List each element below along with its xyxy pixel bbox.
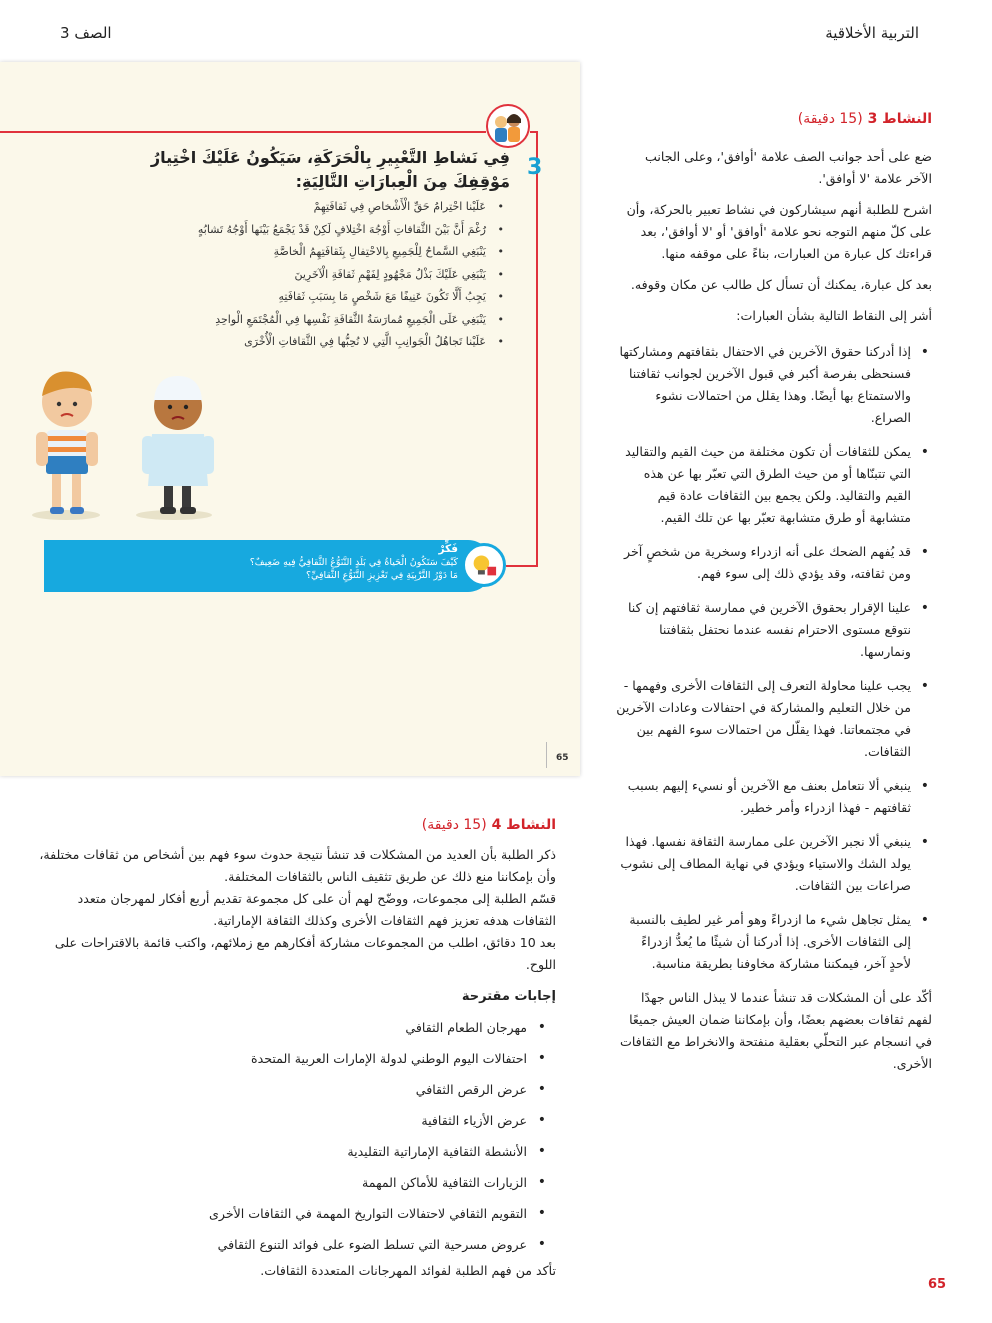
activity-4-paragraph: قسّم الطلبة إلى مجموعات، ووضّح لهم أن على كل مجموعة تقديم أربع أفكار لمهرجان متعدد الثقافات هدفه تعزيز فهم الثقافات الأخرى وكذلك الثقافة الإماراتية. (77, 891, 556, 928)
list-item: • عرض الرقص الثقافي (34, 1074, 556, 1105)
frame-line-bottom (506, 565, 538, 567)
activity-4-title (34, 814, 556, 836)
activity-3-label: النشاط 3 (867, 111, 932, 127)
activity-4-paragraph: ذكر الطلبة بأن العديد من المشكلات قد تنشأ نتيجة حدوث سوء فهم بين أشخاص من ثقافات مختلفة، وأن بإمكاننا منع ذلك عن طريق تثقيف الناس بالثقافات المختلفة. (39, 847, 556, 884)
activity-3-paragraph: ضع على أحد جوانب الصف علامة 'أوافق'، وعلى الجانب الآخر علامة 'لا أوافق'. (644, 149, 932, 186)
student-page-number: 65 (556, 753, 569, 763)
activity-4-section (34, 814, 556, 1282)
list-item: • الأنشطة الثقافية الإماراتية التقليدية (34, 1136, 556, 1167)
frame-line-top (0, 131, 486, 133)
list-item: • يَنْبَغِي السَّماحُ لِلْجَمِيعِ بِالاحْتِفالِ بِثَقافَتِهِمُ الْخاصَّةِ (180, 241, 510, 264)
students-avatar-icon (486, 104, 530, 148)
frame-line-right (536, 131, 538, 565)
activity-3-paragraph: أشر إلى النقاط التالية بشأن العبارات: (736, 308, 932, 323)
list-item: • يَنْبَغِي عَلَى الْجَمِيعِ مُمارَسَةُ الثَّقافَةِ نَفْسِها فِي الْمُجْتَمَعِ الْواحِدِ (180, 309, 510, 332)
list-item: • عَلَيْنا تَجاهُلُ الْجَوانِبِ الَّتِي لا نُحِبُّها فِي الثَّقافاتِ الْأُخْرَى (180, 331, 510, 354)
list-item: • يمكن للثقافات أن تكون مختلفة من حيث القيم والتقاليد التي تتبنّاها أو من حيث الطرق التي تعبّر بها عن هذه القيم والتقاليد. ولكن يجمع بين الثقافات عادة قيم متشابهة أو طرق متشابهة تعبّر بها عن تلك القيم. (616, 441, 932, 529)
list-item: • يَنْبَغِي عَلَيْكَ بَذْلُ مَجْهُودٍ لِفَهْمِ ثَقافَةِ الْآخَرِينَ (180, 264, 510, 287)
activity-4-paragraph: بعد 10 دقائق، اطلب من المجموعات مشاركة أفكارهم مع زملائهم، واكتب قائمة بالاقتراحات على اللوح. (54, 935, 556, 972)
list-item: • مهرجان الطعام الثقافي (34, 1012, 556, 1043)
list-item: • إذا أدركنا حقوق الآخرين في الاحتفال بثقافتهم ومشاركتها فسنحظى بفرصة أكبر في قبول الآخرين لجوانب ثقافتنا والاستمتاع بها أيضًا. وهذا يقلل من احتمالات نشوء الصراع. (616, 341, 932, 429)
activity-3-paragraph: اشرح للطلبة أنهم سيشاركون في نشاط تعبير بالحركة، وأن على كلّ منهم التوجه نحو علامة 'أوافق' أو 'لا أوافق'، بعد قراءتك كل عبارة من العبارات، بناءً على موقفه منها. (626, 202, 932, 261)
list-item: • قد يُفهم الضحك على أنه ازدراء وسخرية من شخصٍ آخر ومن ثقافته، وقد يؤدي ذلك إلى سوء فهم. (616, 541, 932, 585)
list-item: • ينبغي ألا نجبر الآخرين على ممارسة الثقافة نفسها. فهذا يولد الشك والاستياء ويؤدي في نهاية المطاف إلى نشوب صراعات بين الثقافات. (616, 831, 932, 897)
list-item: • ينبغي ألا نتعامل بعنف مع الآخرين أو نسيء إليهم بسبب ثقافتهم - فهذا ازدراء وأمر خطير. (616, 775, 932, 819)
question-title: فِي نَشاطِ التَّعْبِيرِ بِالْحَرَكَةِ، سَيَكُونُ عَلَيْكَ اخْتِيارُ مَوْقِفِكَ مِنَ الْعِبارَاتِ التَّالِيَةِ: (150, 148, 510, 191)
list-item: • التقويم الثقافي لاحتفالات التواريخ المهمة في الثقافات الأخرى (34, 1198, 556, 1229)
student-book-page (0, 62, 580, 776)
question-number: 3 (527, 155, 543, 180)
list-item: • يمثل تجاهل شيء ما ازدراءً وهو أمر غير لطيف بالنسبة إلى الثقافات الأخرى. إذا أدركنا أن شيئًا ما يُعدُّ ازدراءً لأحدٍ آخر، فيمكننا مشاركة مخاوفنا بطريقة مناسبة. (616, 909, 932, 975)
list-item: • عَلَيْنا احْتِرامُ حَقِّ الْأَشْخاصِ فِي ثَقافَتِهِمْ (180, 196, 510, 219)
think-icon (462, 543, 506, 587)
statements-list (180, 196, 510, 354)
list-item: • رُغْمَ أَنَّ بَيْنَ الثَّقافاتِ أَوْجُهَ اخْتِلافٍ لَكِنْ قَدْ يَجْمَعُ بَيْنَها أَوْجُهُ تَشابُهٍ (180, 219, 510, 242)
activity-4-label: النشاط 4 (491, 817, 556, 833)
header-grade: الصف 3 (60, 24, 112, 42)
activity-3-conclusion: أكّد على أن المشكلات قد تنشأ عندما لا يبذل الناس جهدًا لفهم ثقافات بعضهم بعضًا، وأن بإمكاننا ضمان العيش جميعًا في انسجام عبر التحلّي بعقلية منفتحة والانخراط مع الثقافات الأخرى. (619, 990, 932, 1071)
activity-4-duration: (15 دقيقة) (421, 817, 487, 833)
list-item: • علينا الإقرار بحقوق الآخرين في ممارسة ثقافتهم إن كنا نتوقع مستوى الاحترام نفسه عندما نحتفل بثقافتنا ونمارسها. (616, 597, 932, 663)
list-item: • عروض مسرحية التي تسلط الضوء على فوائد التنوع الثقافي (34, 1229, 556, 1260)
children-illustration (24, 352, 224, 524)
page-divider (546, 742, 547, 768)
list-item: • الزيارات الثقافية للأماكن المهمة (34, 1167, 556, 1198)
activity-3-title (616, 108, 932, 130)
activity-3-paragraph: بعد كل عبارة، يمكنك أن تسأل كل طالب عن مكان وقوفه. (630, 277, 932, 292)
activity-3-section (616, 108, 932, 1084)
think-label: فَكِّرْ (438, 543, 458, 555)
page-number: 65 (928, 1277, 947, 1292)
think-question: كَيْفَ سَتَكُونُ الْحَياةُ فِي بَلَدٍ التَّنَوُّعُ الثَّقافِيُّ فِيهِ ضَعِيفٌ؟ (249, 557, 458, 568)
think-question: مَا دَوْرُ التَّرْبِيَةِ فِي تَعْزِيزِ التَّنَوُّعِ الثَّقافِيِّ؟ (305, 570, 458, 581)
activity-3-duration: (15 دقيقة) (797, 111, 863, 127)
think-text (190, 543, 458, 582)
suggested-answers-list (34, 1012, 556, 1260)
activity-3-points (616, 341, 932, 975)
activity-4-closing: تأكد من فهم الطلبة لفوائد المهرجانات المتعددة الثقافات. (260, 1263, 556, 1278)
list-item: • يجب علينا محاولة التعرف إلى الثقافات الأخرى وفهمها - من خلال التعليم والمشاركة في احتفالات وعادات الآخرين في مجتمعاتنا. فهذا يقلّل من احتمالات سوء الفهم بين الثقافات. (616, 675, 932, 763)
header-subject: التربية الأخلاقية (825, 24, 919, 42)
suggested-answers-heading: إجابات مقترحة (461, 989, 556, 1004)
list-item: • احتفالات اليوم الوطني لدولة الإمارات العربية المتحدة (34, 1043, 556, 1074)
list-item: • يَجِبُ أَلَّا تَكُونَ عَنِيفًا مَعَ شَخْصٍ مَا بِسَبَبِ ثَقافَتِهِ (180, 286, 510, 309)
list-item: • عرض الأزياء الثقافية (34, 1105, 556, 1136)
